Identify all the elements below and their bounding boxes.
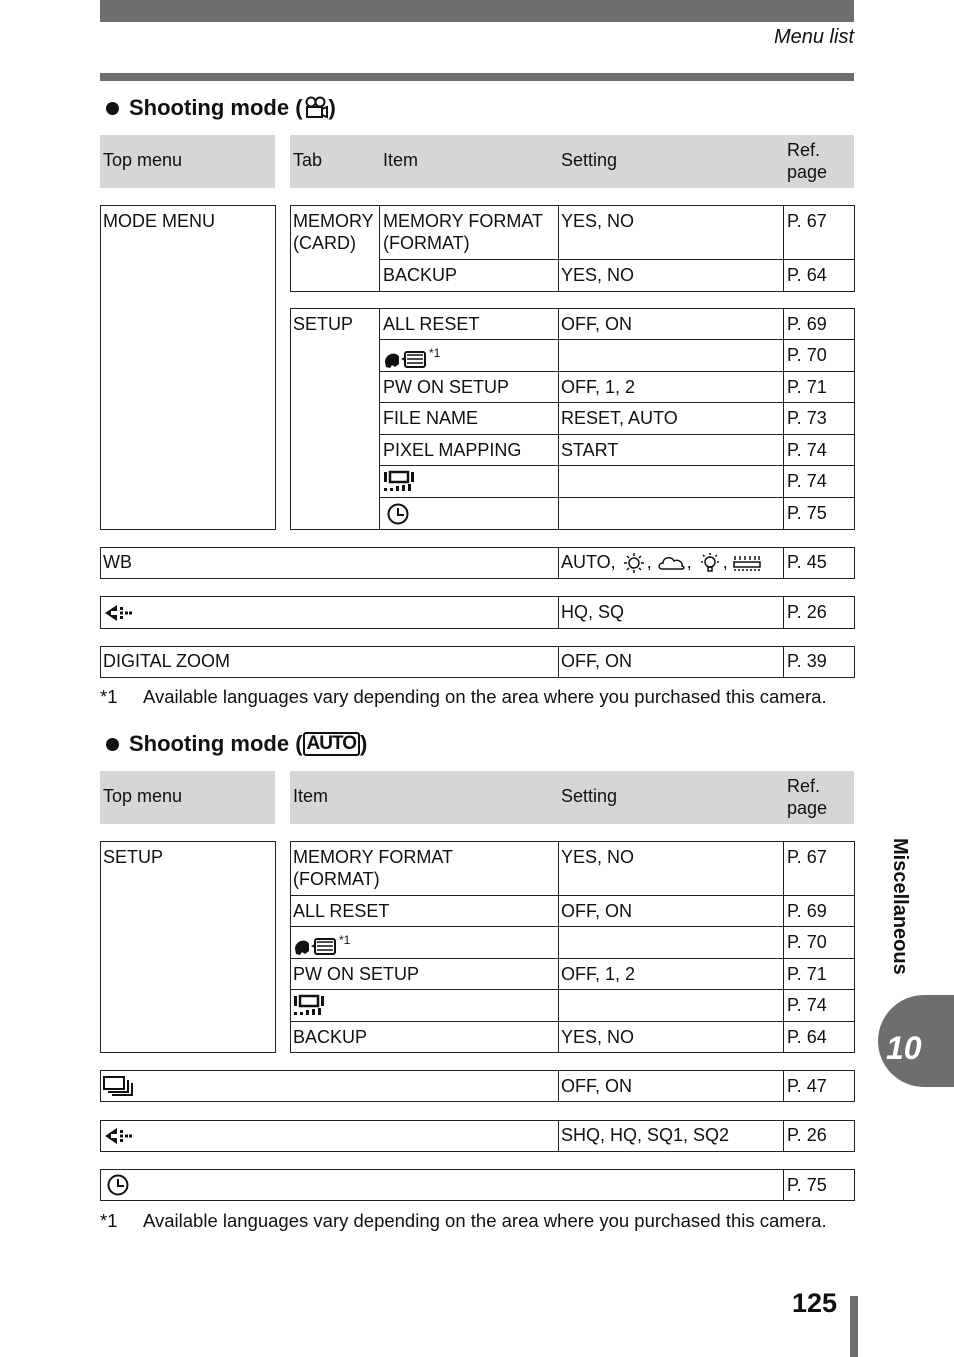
setup-tab-label: SETUP bbox=[293, 314, 354, 334]
clock-icon bbox=[383, 503, 413, 525]
monitor-brightness-icon bbox=[383, 470, 415, 492]
s2-clock-ref: P. 75 bbox=[787, 1175, 827, 1195]
digital-zoom-label: DIGITAL ZOOM bbox=[103, 651, 231, 671]
s1-header-top-menu: Top menu bbox=[103, 150, 183, 170]
clock-icon bbox=[103, 1174, 133, 1196]
s2-language-footnote-mark: *1 bbox=[339, 933, 351, 947]
backup-item: BACKUP bbox=[383, 265, 458, 285]
section2-title-text: Shooting mode ( bbox=[129, 731, 303, 756]
footnote2-mark: *1 bbox=[100, 1210, 118, 1231]
s2-pw-on-setup-ref: P. 71 bbox=[787, 964, 827, 984]
page-number: 125 bbox=[792, 1288, 838, 1318]
top-header-bar bbox=[100, 0, 854, 22]
pw-on-setup-ref: P. 71 bbox=[787, 377, 827, 397]
fluorescent-icon bbox=[733, 552, 761, 574]
s2-all-reset-ref: P. 69 bbox=[787, 901, 827, 921]
monitor-brightness-item bbox=[383, 469, 415, 492]
s2-quality-setting: SHQ, HQ, SQ1, SQ2 bbox=[561, 1125, 730, 1145]
s2-language-ref: P. 70 bbox=[787, 932, 827, 952]
footnote1-text: Available languages vary depending on the area where you purchased this camera. bbox=[143, 686, 827, 707]
sequential-row bbox=[100, 1070, 855, 1102]
s2-clock-row bbox=[100, 1169, 855, 1201]
header-title: Menu list bbox=[773, 26, 854, 48]
wb-setting-auto: AUTO, bbox=[561, 552, 621, 572]
all-reset-ref: P. 69 bbox=[787, 314, 827, 334]
image-quality-icon bbox=[103, 1125, 133, 1147]
s2-all-reset-setting: OFF, ON bbox=[561, 901, 632, 921]
s2-memory-format-setting: YES, NO bbox=[561, 847, 635, 867]
auto-mode-icon-text: AUTO bbox=[306, 733, 357, 754]
s2-backup-ref: P. 64 bbox=[787, 1027, 827, 1047]
sunny-icon bbox=[621, 552, 647, 574]
s1-header-tab: Tab bbox=[293, 150, 323, 170]
pixel-mapping-setting: START bbox=[561, 440, 619, 460]
clock-item bbox=[383, 502, 413, 525]
backup-ref: P. 64 bbox=[787, 265, 827, 285]
s1-header-item: Item bbox=[383, 150, 419, 170]
footnote1-mark: *1 bbox=[100, 686, 118, 707]
language-icon bbox=[293, 935, 339, 957]
quality-setting: HQ, SQ bbox=[561, 602, 625, 622]
section1-title-close: ) bbox=[328, 95, 336, 120]
digital-zoom-ref: P. 39 bbox=[787, 651, 827, 671]
s2-backup-item: BACKUP bbox=[293, 1027, 368, 1047]
section1-title bbox=[106, 95, 336, 121]
sequential-shooting-icon bbox=[103, 1075, 133, 1097]
pixel-mapping-ref: P. 74 bbox=[787, 440, 827, 460]
section2-title-close: ) bbox=[360, 731, 368, 756]
s2-memory-format-item: MEMORY FORMAT (FORMAT) bbox=[293, 847, 454, 889]
sequential-label bbox=[103, 1074, 133, 1097]
cloudy-icon bbox=[657, 552, 687, 574]
auto-mode-icon bbox=[303, 732, 360, 756]
wb-label: WB bbox=[103, 552, 132, 572]
s2-monitor-brightness-ref: P. 74 bbox=[787, 995, 827, 1015]
s2-header-ref: Ref. page bbox=[787, 776, 828, 818]
s2-memory-format-ref: P. 67 bbox=[787, 847, 827, 867]
s2-header-item: Item bbox=[293, 786, 329, 806]
pw-on-setup-item: PW ON SETUP bbox=[383, 377, 510, 397]
memory-tab-label: MEMORY (CARD) bbox=[293, 211, 374, 253]
language-item bbox=[383, 342, 440, 370]
file-name-ref: P. 73 bbox=[787, 408, 827, 428]
s2-pw-on-setup-setting: OFF, 1, 2 bbox=[561, 964, 636, 984]
s2-quality-row bbox=[100, 1120, 855, 1152]
s2-all-reset-item: ALL RESET bbox=[293, 901, 390, 921]
bullet-icon bbox=[106, 102, 119, 115]
all-reset-setting: OFF, ON bbox=[561, 314, 632, 334]
s1-header-setting: Setting bbox=[561, 150, 618, 170]
header-rule bbox=[100, 73, 854, 81]
section1-title-text: Shooting mode ( bbox=[129, 95, 303, 120]
clock-ref: P. 75 bbox=[787, 503, 827, 523]
quality-ref: P. 26 bbox=[787, 602, 827, 622]
s2-quality-label bbox=[103, 1124, 133, 1147]
page-number-bar bbox=[850, 1296, 858, 1357]
movie-camera-icon bbox=[303, 96, 329, 120]
footnote2-text: Available languages vary depending on the area where you purchased this camera. bbox=[143, 1210, 827, 1231]
language-icon bbox=[383, 348, 429, 370]
file-name-setting: RESET, AUTO bbox=[561, 408, 678, 428]
memory-format-setting: YES, NO bbox=[561, 211, 635, 231]
mode-menu-box bbox=[100, 205, 276, 530]
s2-header-top-menu: Top menu bbox=[103, 786, 183, 806]
mode-menu-label: MODE MENU bbox=[103, 211, 215, 231]
s2-backup-setting: YES, NO bbox=[561, 1027, 635, 1047]
tungsten-icon bbox=[697, 552, 723, 574]
s2-header-setting: Setting bbox=[561, 786, 618, 806]
s2-quality-ref: P. 26 bbox=[787, 1125, 827, 1145]
s2-language-item bbox=[293, 929, 350, 957]
s2-setup-label: SETUP bbox=[103, 847, 164, 867]
digital-zoom-setting: OFF, ON bbox=[561, 651, 632, 671]
memory-format-item: MEMORY FORMAT (FORMAT) bbox=[383, 211, 544, 253]
s2-pw-on-setup-item: PW ON SETUP bbox=[293, 964, 420, 984]
s2-clock-label bbox=[103, 1173, 133, 1196]
quality-label bbox=[103, 601, 133, 624]
sidebar-section-label: Miscellaneous bbox=[889, 838, 911, 975]
pw-on-setup-setting: OFF, 1, 2 bbox=[561, 377, 636, 397]
s1-header-ref: Ref. page bbox=[787, 140, 828, 182]
backup-setting: YES, NO bbox=[561, 265, 635, 285]
memory-format-ref: P. 67 bbox=[787, 211, 827, 231]
monitor-brightness-ref: P. 74 bbox=[787, 471, 827, 491]
s2-monitor-brightness-item bbox=[293, 993, 325, 1016]
wb-ref: P. 45 bbox=[787, 552, 827, 572]
image-quality-icon bbox=[103, 602, 133, 624]
s2-setup-box bbox=[100, 841, 276, 1053]
bullet-icon bbox=[106, 738, 119, 751]
sequential-setting: OFF, ON bbox=[561, 1076, 632, 1096]
file-name-item: FILE NAME bbox=[383, 408, 479, 428]
monitor-brightness-icon bbox=[293, 994, 325, 1016]
all-reset-item: ALL RESET bbox=[383, 314, 480, 334]
pixel-mapping-item: PIXEL MAPPING bbox=[383, 440, 522, 460]
language-footnote-mark: *1 bbox=[429, 346, 441, 360]
language-ref: P. 70 bbox=[787, 345, 827, 365]
chapter-number: 10 bbox=[886, 1030, 922, 1066]
wb-setting: AUTO, , , , bbox=[561, 551, 761, 574]
quality-row bbox=[100, 596, 855, 629]
sequential-ref: P. 47 bbox=[787, 1076, 827, 1096]
section2-title bbox=[106, 731, 367, 757]
